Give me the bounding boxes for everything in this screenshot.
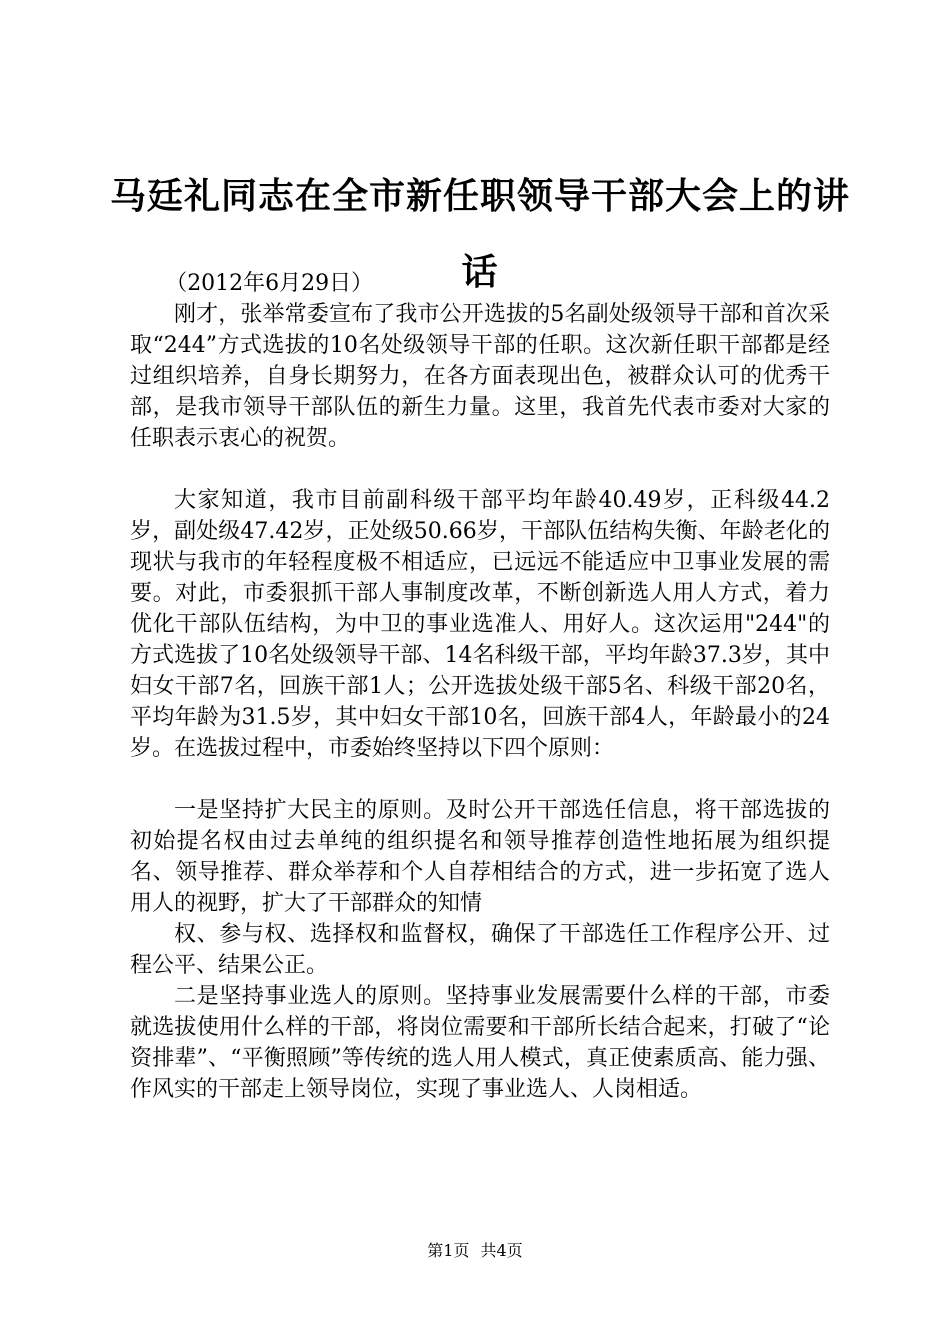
page-footer	[0, 1239, 950, 1263]
document-title: 马廷礼同志在全市新任职领导干部大会上的讲话	[110, 175, 851, 293]
paragraph-principle-one-continued: 权、参与权、选择权和监督权，确保了干部选任工作程序公开、过程公平、结果公正。	[130, 922, 830, 978]
paragraph-background: 大家知道，我市目前副科级干部平均年龄40.49岁，正科级44.2岁，副处级47.42岁，正处级50.66岁，干部队伍结构失衡、年龄老化的现状与我市的年轻程度极不相适应，已远远不能适应中卫事业发展的需要。对此，市委狠抓干部人事制度改革，不断创新选人用人方式，着力优化干部队伍结构，为中卫的事业选准人、用好人。这次运用"244"的方式选拔了10名处级领导干部、14名科级干部，平均年龄37.3岁，其中妇女干部7名，回族干部1人；公开选拔处级干部5名、科级干部20名，平均年龄为31.5岁，其中妇女干部10名，回族干部4人，年龄最小的24岁。在选拔过程中，市委始终坚持以下四个原则：	[130, 488, 830, 761]
paragraph-opening: 刚才，张举常委宣布了我市公开选拔的5名副处级领导干部和首次采取“244”方式选拔的10名处级领导干部的任职。这次新任职干部都是经过组织培养，自身长期努力，在各方面表现出色，被群众认可的优秀干部，是我市领导干部队伍的新生力量。这里，我首先代表市委对大家的任职表示衷心的祝贺。	[130, 302, 830, 451]
page-number-total: 共4页	[480, 1241, 523, 1260]
paragraph-gap	[130, 764, 830, 795]
paragraph-gap	[130, 454, 830, 485]
speech-date: （2012年6月29日）	[165, 271, 374, 296]
paragraph-principle-two: 二是坚持事业选人的原则。坚持事业发展需要什么样的干部，市委就选拔使用什么样的干部，将岗位需要和干部所长结合起来，打破了“论资排辈”、“平衡照顾”等传统的选人用人模式，真正使素质高、能力强、作风实的干部走上领导岗位，实现了事业选人、人岗相适。	[130, 984, 830, 1102]
paragraph-principle-one: 一是坚持扩大民主的原则。及时公开干部选任信息，将干部选拔的初始提名权由过去单纯的组织提名和领导推荐创造性地拓展为组织提名、领导推荐、群众举荐和个人自荐相结合的方式，进一步拓宽了选人用人的视野，扩大了干部群众的知情	[130, 798, 830, 916]
document-body	[130, 268, 830, 1105]
page-number-current: 第1页	[427, 1241, 470, 1260]
